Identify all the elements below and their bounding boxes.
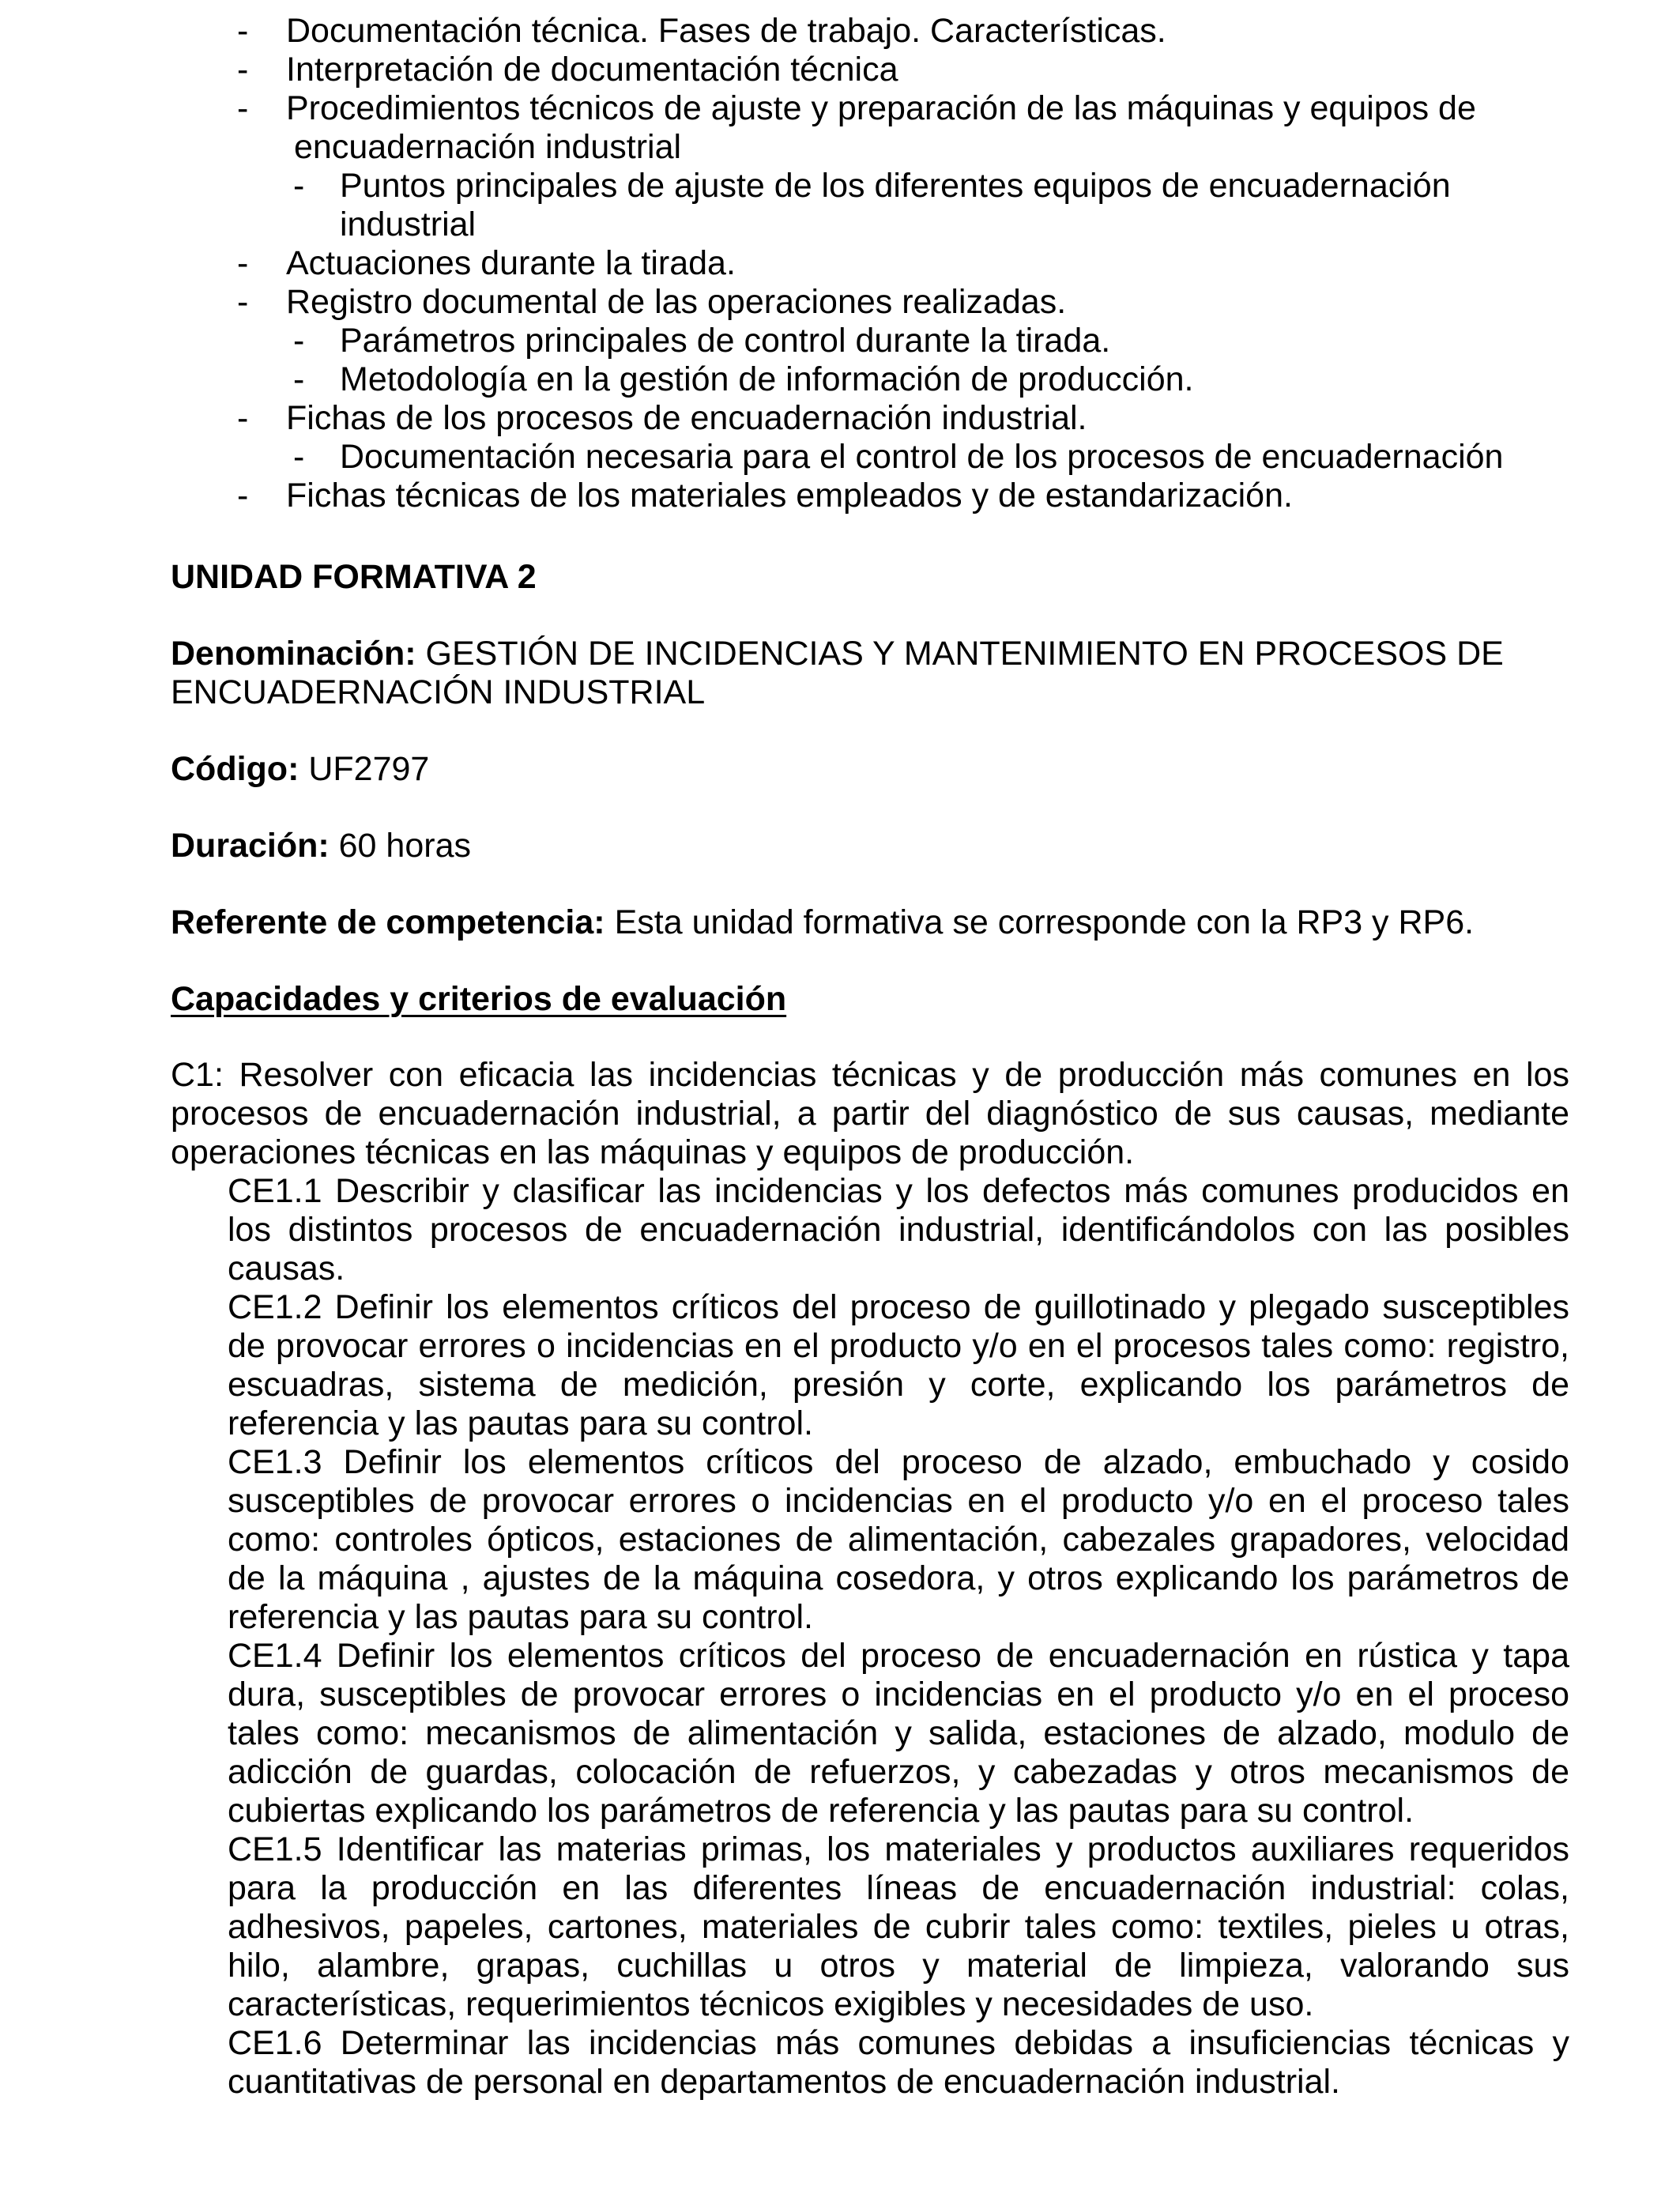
bullet-dash: - [237, 89, 249, 127]
bullet-text: Documentación necesaria para el control de los procesos de encuadernación [340, 438, 1504, 476]
bullet-item [171, 89, 1593, 128]
bullet-text: Actuaciones durante la tirada. [286, 244, 736, 282]
sub-bullet-item [171, 360, 1593, 399]
criterion-ce1-3: CE1.3 Definir los elementos críticos del proceso de alzado, embuchado y cosido susceptibles de provocar errores o incidencias en el producto y/o en el proceso tales como: controles ópticos, estaciones de alimentación, cabezales grapadores, velocidad de la máquina , ajustes de la máquina cosedora, y otros explicando los parámetros de referencia y las pautas para su control. [228, 1443, 1569, 1636]
codigo-value: UF2797 [308, 750, 430, 788]
bullet-dash: - [293, 167, 305, 205]
bullet-dash: - [237, 283, 249, 321]
bullet-text: Documentación técnica. Fases de trabajo. Características. [286, 12, 1166, 50]
bullet-item [171, 51, 1593, 89]
criterion-ce1-1: CE1.1 Describir y clasificar las incidencias y los defectos más comunes producidos en los distintos procesos de encuadernación industrial, identificándolos con las posibles causas. [228, 1172, 1569, 1287]
bullet-item [171, 399, 1593, 438]
bullet-dash: - [237, 477, 249, 515]
referente-label: Referente de competencia: [171, 903, 605, 941]
bullet-text: Registro documental de las operaciones realizadas. [286, 283, 1067, 321]
denominacion-field [171, 635, 1569, 712]
capacidades-heading: Capacidades y criterios de evaluación [171, 980, 787, 1018]
bullet-item [171, 244, 1593, 283]
sub-bullet-item [171, 167, 1593, 205]
bullet-dash: - [237, 12, 249, 50]
bullet-item [171, 283, 1593, 322]
bullet-dash: - [237, 399, 249, 437]
duracion-value: 60 horas [338, 827, 471, 865]
bullet-dash: - [237, 244, 249, 282]
bullet-continuation [171, 128, 1593, 167]
criteria-list [228, 1172, 1569, 2102]
bullet-text: Puntos principales de ajuste de los diferentes equipos de encuadernación [340, 167, 1451, 205]
content-bullet-list [171, 12, 1593, 515]
duracion-field [171, 827, 1569, 865]
denominacion-label: Denominación: [171, 635, 416, 673]
bullet-text: Metodología en la gestión de información de producción. [340, 360, 1194, 398]
duracion-label: Duración: [171, 827, 330, 865]
codigo-label: Código: [171, 750, 299, 788]
criterion-ce1-5: CE1.5 Identificar las materias primas, los materiales y productos auxiliares requeridos para la producción en las diferentes líneas de encuadernación industrial: colas, adhesivos, papeles, cartones, materiales de cubrir tales como: textiles, pieles u otras, hilo, alambre, grapas, cuchillas u otros y material de limpieza, valorando sus características, requerimientos técnicos exigibles y necesidades de uso. [228, 1830, 1569, 2023]
unit-heading: UNIDAD FORMATIVA 2 [171, 558, 537, 596]
codigo-field [171, 750, 1569, 789]
bullet-dash: - [237, 51, 249, 89]
bullet-dash: - [293, 360, 305, 398]
denominacion-value: GESTIÓN DE INCIDENCIAS Y MANTENIMIENTO EN PROCESOS DE ENCUADERNACIÓN INDUSTRIAL [171, 635, 1504, 711]
bullet-dash: - [293, 322, 305, 360]
criterion-ce1-4: CE1.4 Definir los elementos críticos del proceso de encuadernación en rústica y tapa dura, susceptibles de provocar errores o incidencias en el producto y/o en el proceso tales como: mecanismos de alimentación y salida, estaciones de alzado, modulo de adicción de guardas, colocación de refuerzos, y cabezadas y otros mecanismos de cubiertas explicando los parámetros de referencia y las pautas para su control. [228, 1637, 1569, 1830]
referente-field [171, 903, 1569, 942]
bullet-text: Interpretación de documentación técnica [286, 51, 898, 89]
bullet-dash: - [293, 438, 305, 476]
bullet-text: encuadernación industrial [294, 128, 682, 166]
sub-bullet-continuation [171, 205, 1593, 244]
criterion-ce1-6: CE1.6 Determinar las incidencias más comunes debidas a insuficiencias técnicas y cuantitativas de personal en departamentos de encuadernación industrial. [228, 2024, 1569, 2101]
bullet-item [171, 477, 1593, 515]
bullet-text: industrial [340, 205, 477, 243]
sub-bullet-item [171, 438, 1593, 477]
bullet-text: Procedimientos técnicos de ajuste y preparación de las máquinas y equipos de [286, 89, 1476, 127]
bullet-text: Fichas técnicas de los materiales empleados y de estandarización. [286, 477, 1293, 515]
bullet-item [171, 12, 1593, 51]
bullet-text: Fichas de los procesos de encuadernación industrial. [286, 399, 1087, 437]
bullet-text: Parámetros principales de control durante la tirada. [340, 322, 1111, 360]
referente-value: Esta unidad formativa se corresponde con la RP3 y RP6. [614, 903, 1475, 941]
sub-bullet-item [171, 322, 1593, 360]
capacity-c1: C1: Resolver con eficacia las incidencias técnicas y de producción más comunes en los procesos de encuadernación industrial, a partir del diagnóstico de sus causas, mediante operaciones técnicas en las máquinas y equipos de producción. [171, 1056, 1569, 1171]
criterion-ce1-2: CE1.2 Definir los elementos críticos del proceso de guillotinado y plegado susceptibles de provocar errores o incidencias en el producto y/o en el procesos tales como: registro, escuadras, sistema de medición, presión y corte, explicando los parámetros de referencia y las pautas para su control. [228, 1288, 1569, 1442]
